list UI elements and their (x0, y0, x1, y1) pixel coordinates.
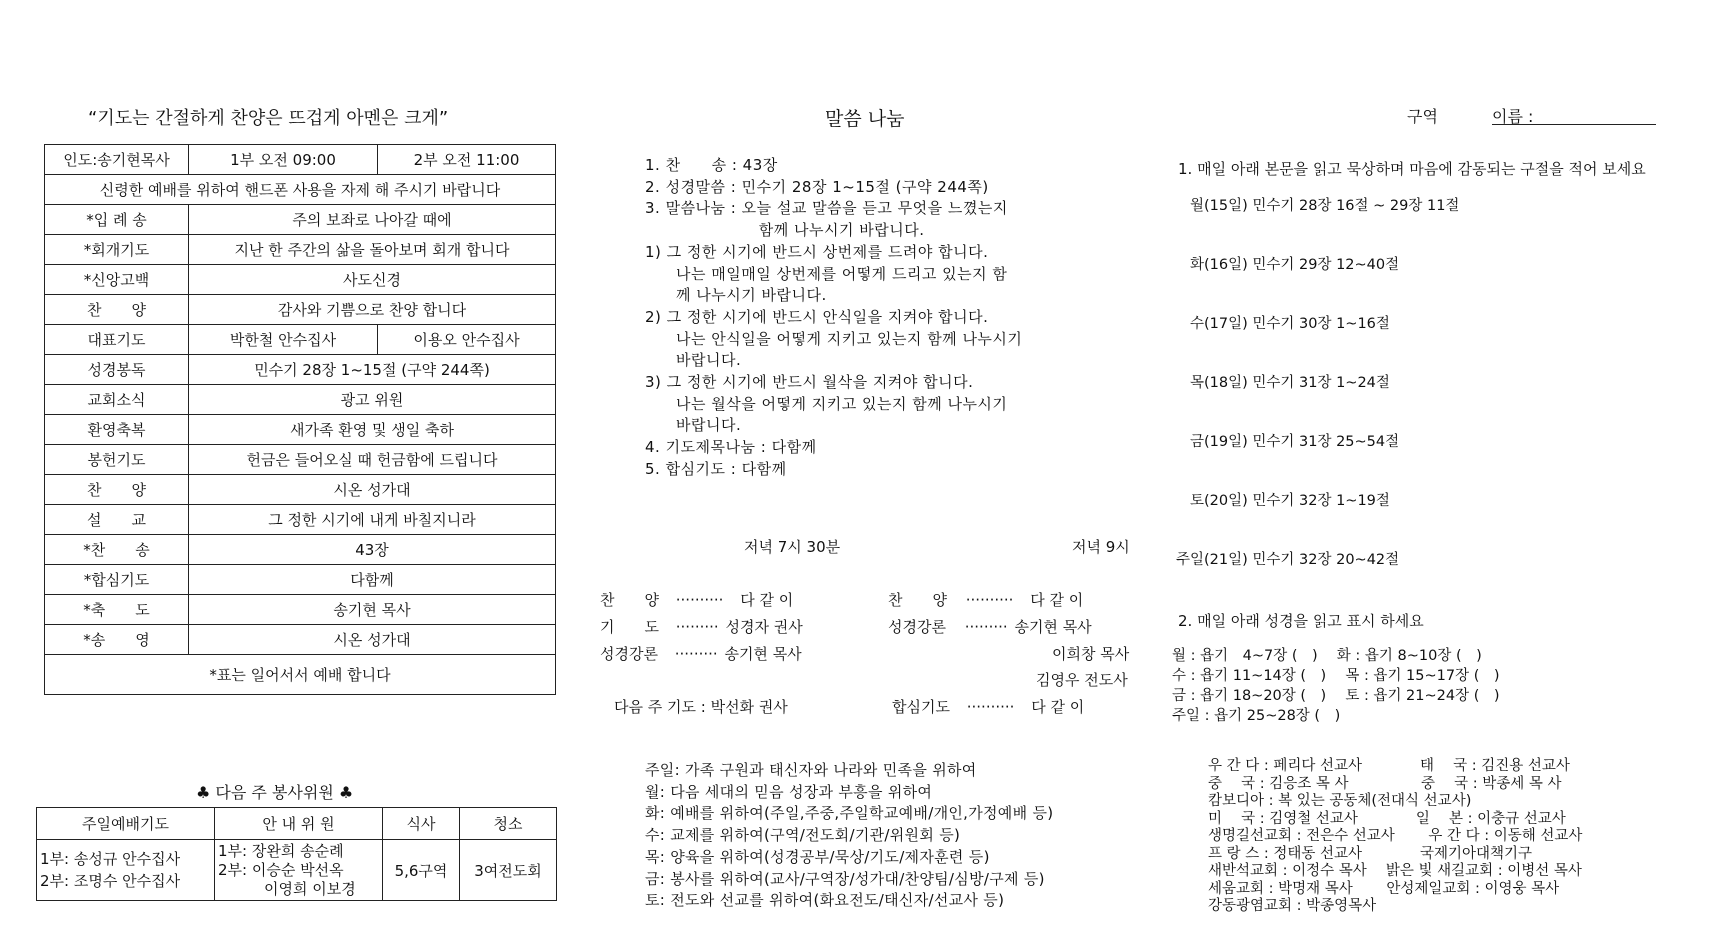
order-value: 시온 성가대 (189, 625, 556, 655)
reading-item: 주일(21일) 민수기 32장 20~42절 (1176, 552, 1400, 568)
order-label: 봉헌기도 (45, 445, 189, 475)
bible-check-line: 주일 : 욥기 25~28장 ( ) (1172, 708, 1341, 724)
prayer-topic: 수: 교제를 위하여(구역/전도회/기관/위원회 등) (645, 826, 961, 845)
reading-item: 금(19일) 민수기 31장 25~54절 (1190, 434, 1400, 450)
next-week-volunteers-title: ♣ 다음 주 봉사위원 ♣ (196, 783, 354, 802)
phone-notice: 신령한 예배를 위하여 핸드폰 사용을 자제 해 주시기 바랍니다 (45, 175, 556, 205)
item-label: 성경강론 (600, 645, 658, 663)
order-value: 사도신경 (189, 265, 556, 295)
sharing-line: 함께 나누시기 바랍니다. (645, 221, 925, 240)
second-service-time: 2부 오전 11:00 (378, 145, 556, 175)
order-row (45, 475, 556, 505)
bible-check-line: 금 : 욥기 18~20장 ( ) 토 : 욥기 21~24장 ( ) (1172, 688, 1500, 704)
order-row (45, 415, 556, 445)
reading-item: 월(15일) 민수기 28장 16절 ~ 29장 11절 (1190, 198, 1460, 214)
order-label: 교회소식 (45, 385, 189, 415)
bible-check-line: 수 : 욥기 11~14장 ( ) 목 : 욥기 15~17장 ( ) (1172, 668, 1500, 684)
col-header: 주일예배기도 (37, 808, 215, 840)
standing-note: *표는 일어서서 예배 합니다 (45, 655, 556, 695)
evening-left-item (600, 616, 803, 637)
order-value: 지난 한 주간의 삶을 돌아보며 회개 합니다 (189, 235, 556, 265)
order-label: *신앙고백 (45, 265, 189, 295)
item-value: 송기현 목사 (1014, 618, 1092, 636)
sharing-title: 말씀 나눔 (825, 108, 905, 130)
item-value: 다 같 이 (1030, 591, 1084, 609)
item-label: 기 도 (600, 618, 659, 636)
order-row (45, 355, 556, 385)
sharing-line: 2) 그 정한 시기에 반드시 안식일을 지켜야 합니다. (645, 307, 989, 326)
prayer-line: 2부: 조명수 안수집사 (40, 872, 181, 890)
order-label: *입 례 송 (45, 205, 189, 235)
order-value: 광고 위원 (189, 385, 556, 415)
order-value: 시온 성가대 (189, 475, 556, 505)
order-label: 성경봉독 (45, 355, 189, 385)
evening-time-1: 저녁 7시 30분 (744, 538, 841, 556)
service-header-row (45, 145, 556, 175)
meal-duty: 5,6구역 (383, 840, 460, 901)
order-label: *찬 송 (45, 535, 189, 565)
order-row (45, 205, 556, 235)
order-value: 새가족 환영 및 생일 축하 (189, 415, 556, 445)
standing-note-row (45, 655, 556, 695)
sharing-line: 3) 그 정한 시기에 반드시 월삭을 지켜야 합니다. (645, 373, 974, 392)
item-label: 성경강론 (888, 618, 946, 636)
order-label: 환영축복 (45, 415, 189, 445)
mission-line: 새반석교회 : 이정수 목사 밝은 빛 새길교회 : 이병선 목사 (1208, 863, 1582, 879)
order-row (45, 385, 556, 415)
sharing-line: 나는 매일매일 상번제를 어떻게 드리고 있는지 함 (645, 264, 1008, 283)
order-row (45, 625, 556, 655)
mission-line: 강동광염교회 : 박종영목사 (1208, 898, 1377, 914)
reading-item: 화(16일) 민수기 29장 12~40절 (1190, 257, 1400, 273)
item-dots: ········· (675, 618, 719, 636)
reading-item: 목(18일) 민수기 31장 1~24절 (1190, 375, 1390, 391)
sharing-line: 나는 안식일을 어떻게 지키고 있는지 함께 나누시기 (645, 329, 1023, 348)
worship-leader: 인도:송기현목사 (45, 145, 189, 175)
item-label: 합심기도 (892, 698, 950, 716)
sharing-line: 께 나누시기 바랍니다. (645, 286, 827, 305)
evening-left-item (600, 643, 802, 664)
volunteers-table (36, 807, 557, 901)
item-value: 송기현 목사 (724, 645, 802, 663)
daily-prayer-topics (645, 760, 1053, 912)
bible-check-line: 월 : 욥기 4~7장 ( ) 화 : 욥기 8~10장 ( ) (1172, 648, 1482, 664)
evening-left-item (600, 589, 793, 610)
order-value: 송기현 목사 (189, 595, 556, 625)
item-label: 찬 양 (888, 591, 947, 609)
order-label: 찬 양 (45, 295, 189, 325)
name-underline[interactable] (1492, 124, 1656, 125)
volunteers-row (37, 840, 557, 901)
usher-line: 이영희 이보경 (264, 879, 356, 898)
order-value: 다함께 (189, 565, 556, 595)
sharing-list (645, 155, 1115, 481)
reading-item: 토(20일) 민수기 32장 1~19절 (1190, 493, 1390, 509)
sharing-line: 2. 성경말씀 : 민수기 28장 1~15절 (구약 244쪽) (645, 177, 989, 196)
bible-check-instruction: 2. 매일 아래 성경을 읽고 표시 하세요 (1178, 612, 1424, 630)
sharing-line: 바랍니다. (645, 351, 742, 370)
prayer-topic: 주일: 가족 구원과 태신자와 나라와 민족을 위하여 (645, 761, 977, 779)
order-value: 민수기 28장 1~15절 (구약 244쪽) (189, 355, 556, 385)
sharing-line: 4. 기도제목나눔 : 다함께 (645, 438, 817, 457)
col-header: 식사 (383, 808, 460, 840)
sharing-line: 1) 그 정한 시기에 반드시 상번제를 드려야 합니다. (645, 242, 989, 261)
order-row (45, 535, 556, 565)
evening-right-extra: 김영우 전도사 (1036, 671, 1128, 689)
item-value: 다 같 이 (1031, 698, 1085, 716)
usher-line: 1부: 장완희 송순례 (218, 841, 344, 860)
mission-line: 프 랑 스 : 정태동 선교사 국제기아대책기구 (1208, 845, 1533, 862)
evening-right-extra: 이희창 목사 (1052, 645, 1130, 663)
order-row (45, 265, 556, 295)
volunteers-header-row (37, 808, 557, 840)
order-row (45, 565, 556, 595)
order-label: *축 도 (45, 595, 189, 625)
prayer-line: 1부: 송성규 안수집사 (40, 850, 181, 868)
mission-line: 중 국 : 김응조 목 사 중 국 : 박종세 목 사 (1208, 775, 1562, 792)
item-value: 다 같 이 (740, 591, 794, 609)
sharing-line: 1. 찬 송 : 43장 (645, 156, 778, 174)
cleaning-duty: 3여전도회 (460, 840, 557, 901)
district-label: 구역 (1407, 107, 1438, 126)
prayer-topic: 토: 전도와 선교를 위하여(화요전도/태신자/선교사 등) (645, 891, 1005, 910)
order-label: *합심기도 (45, 565, 189, 595)
phone-notice-row (45, 175, 556, 205)
item-label: 찬 양 (600, 591, 659, 609)
item-dots: ·········· (965, 591, 1014, 609)
item-dots: ·········· (675, 591, 724, 609)
name-label: 이름 : (1492, 107, 1534, 126)
mission-partners (1208, 758, 1582, 916)
mission-line: 세움교회 : 박명재 목사 안성제일교회 : 이영웅 목사 (1208, 880, 1560, 897)
order-row (45, 235, 556, 265)
order-row (45, 295, 556, 325)
order-value: 43장 (189, 535, 556, 565)
first-service-time: 1부 오전 09:00 (189, 145, 378, 175)
sharing-line: 5. 합심기도 : 다함께 (645, 459, 787, 478)
evening-right-item (888, 616, 1092, 637)
prayer-topic: 화: 예배를 위하여(주일,주중,주일학교예배/개인,가정예배 등) (645, 804, 1054, 823)
mission-line: 미 국 : 김영철 선교사 일 본 : 이충규 선교사 (1208, 810, 1566, 827)
usher-volunteers (215, 840, 383, 901)
order-row (45, 505, 556, 535)
mission-line: 생명길선교회 : 전은수 선교사 우 간 다 : 이동해 선교사 (1208, 828, 1583, 844)
reading-item: 수(17일) 민수기 30장 1~16절 (1190, 316, 1390, 332)
worship-order-table (44, 144, 556, 695)
item-dots: ········· (964, 618, 1008, 636)
order-value-2: 이용오 안수집사 (378, 325, 556, 355)
order-row (45, 595, 556, 625)
motto: “기도는 간절하게 찬양은 뜨겁게 아멘은 크게” (88, 108, 449, 129)
order-label: 대표기도 (45, 325, 189, 355)
evening-closing-item (892, 696, 1084, 717)
col-header: 안 내 위 원 (215, 808, 383, 840)
meditation-instruction: 1. 매일 아래 본문을 읽고 묵상하며 마음에 감동되는 구절을 적어 보세요 (1178, 160, 1646, 178)
prayer-topic: 금: 봉사를 위하여(교사/구역장/성가대/찬양팀/심방/구제 등) (645, 869, 1045, 888)
item-dots: ········· (674, 645, 718, 663)
sermon-title: 그 정한 시기에 내게 바칠지니라 (189, 505, 556, 535)
next-week-prayer: 다음 주 기도 : 박선화 권사 (614, 698, 788, 716)
order-row (45, 325, 556, 355)
sharing-line: 나는 월삭을 어떻게 지키고 있는지 함께 나누시기 (645, 394, 1008, 413)
item-dots: ·········· (966, 698, 1015, 716)
usher-line: 2부: 이승순 박선옥 (218, 860, 344, 879)
sharing-line: 바랍니다. (645, 416, 742, 435)
order-label: *회개기도 (45, 235, 189, 265)
prayer-volunteers (37, 840, 215, 901)
order-label: 찬 양 (45, 475, 189, 505)
sharing-line: 3. 말씀나눔 : 오늘 설교 말씀을 듣고 무엇을 느꼈는지 (645, 199, 1008, 218)
evening-time-2: 저녁 9시 (1072, 538, 1130, 556)
evening-right-item (888, 589, 1083, 610)
mission-line: 캄보디아 : 복 있는 공동체(전대식 선교사) (1208, 793, 1472, 809)
order-value: 주의 보좌로 나아갈 때에 (189, 205, 556, 235)
order-value: 박한철 안수집사 (189, 325, 378, 355)
mission-line: 우 간 다 : 페리다 선교사 태 국 : 김진용 선교사 (1208, 758, 1570, 774)
col-header: 청소 (460, 808, 557, 840)
item-value: 성경자 권사 (725, 618, 803, 636)
order-row (45, 445, 556, 475)
order-value: 감사와 기쁨으로 찬양 합니다 (189, 295, 556, 325)
order-label: 설 교 (45, 505, 189, 535)
prayer-topic: 목: 양육을 위하여(성경공부/묵상/기도/제자훈련 등) (645, 847, 990, 866)
bible-reading-checklist (1172, 646, 1500, 726)
order-label: *송 영 (45, 625, 189, 655)
order-value: 헌금은 들어오실 때 헌금함에 드립니다 (189, 445, 556, 475)
prayer-topic: 월: 다음 세대의 믿음 성장과 부흥을 위하여 (645, 782, 933, 801)
